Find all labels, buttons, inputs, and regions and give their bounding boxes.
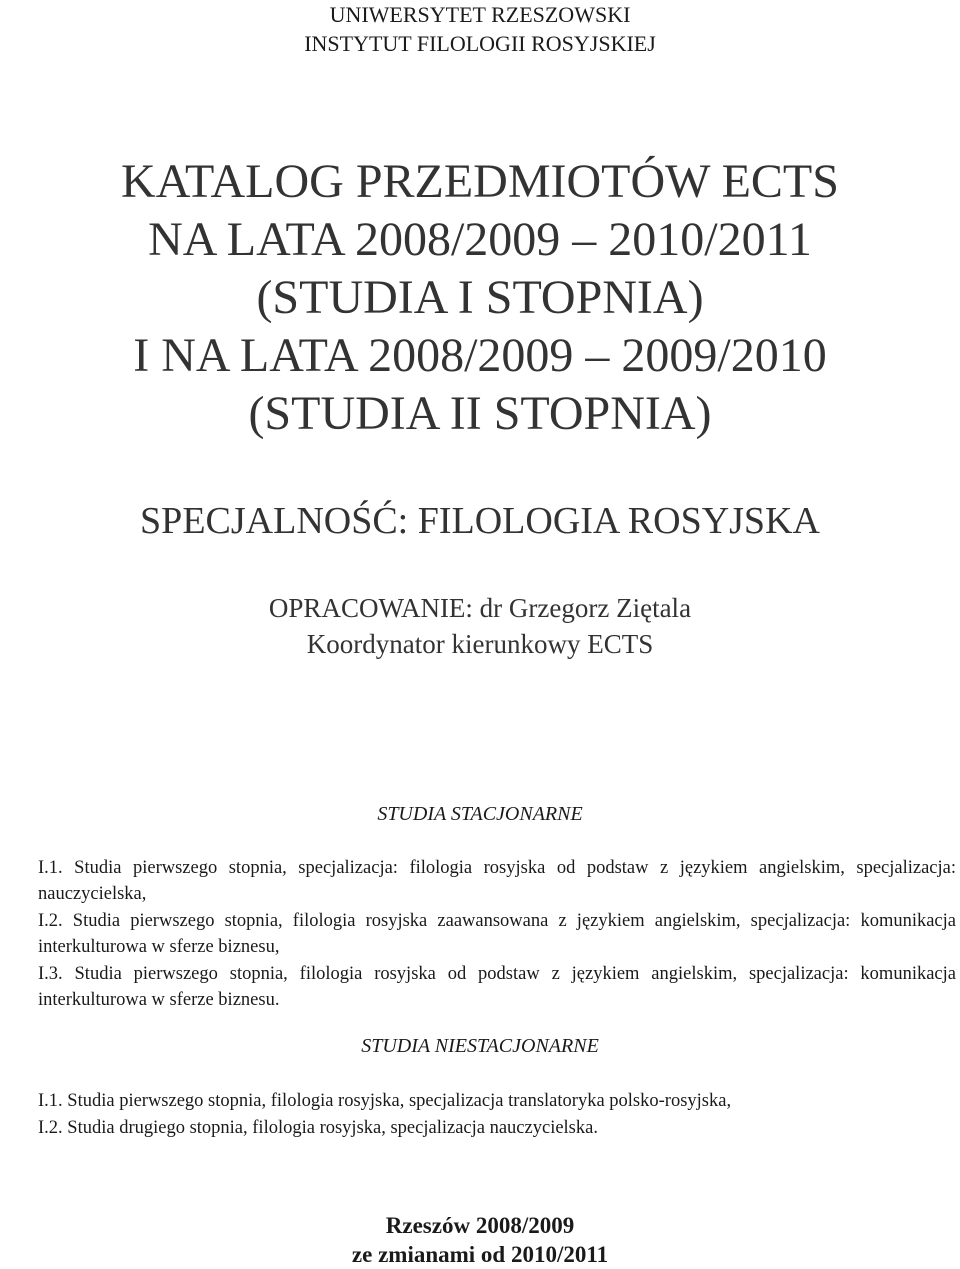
document-title xyxy=(0,153,960,443)
title-line-2: NA LATA 2008/2009 – 2010/2011 xyxy=(148,213,812,266)
university-name: UNIWERSYTET RZESZOWSKI xyxy=(329,2,631,27)
list-item: I.1. Studia pierwszego stopnia, filologia rosyjska, specjalizacja translatoryka polsko-rosyjska, xyxy=(38,1091,732,1111)
title-line-1: KATALOG PRZEDMIOTÓW ECTS xyxy=(121,155,839,208)
list-item-text: I.3. Studia pierwszego stopnia, filologia rosyjska od podstaw z językiem angielskim, specjalizacja: komunikacja interkulturowa w sferze biznesu. xyxy=(38,964,956,1010)
list-item xyxy=(4,908,956,960)
document-footer xyxy=(0,1211,960,1269)
title-line-4: I NA LATA 2008/2009 – 2009/2010 xyxy=(133,329,827,382)
section-heading-stacjonarne: STUDIA STACJONARNE xyxy=(377,803,583,825)
list-item-text: I.1. Studia pierwszego stopnia, specjalizacja: filologia rosyjska od podstaw z językiem angielskim, specjalizacja: nauczycielska, xyxy=(38,858,956,904)
list-item xyxy=(4,961,956,1013)
prepared-by: OPRACOWANIE: dr Grzegorz Ziętala xyxy=(268,593,692,623)
author-block xyxy=(0,590,960,662)
changes-note: ze zmianami od 2010/2011 xyxy=(351,1242,609,1267)
list-item-text: I.2. Studia pierwszego stopnia, filologia rosyjska zaawansowana z językiem angielskim, specjalizacja: komunikacja interkulturowa w sferze biznesu, xyxy=(38,911,956,957)
title-line-5: (STUDIA II STOPNIA) xyxy=(248,387,712,440)
list-item xyxy=(4,855,956,907)
specialty-heading: SPECJALNOŚĆ: FILOLOGIA ROSYJSKA xyxy=(140,500,820,542)
institute-name: INSTYTUT FILOLOGII ROSYJSKIEJ xyxy=(304,31,656,56)
title-line-3: (STUDIA I STOPNIA) xyxy=(256,271,704,324)
coordinator-role: Koordynator kierunkowy ECTS xyxy=(306,629,654,659)
list-item: I.2. Studia drugiego stopnia, filologia rosyjska, specjalizacja nauczycielska. xyxy=(38,1118,598,1138)
place-year: Rzeszów 2008/2009 xyxy=(385,1213,575,1238)
section-heading-niestacjonarne: STUDIA NIESTACJONARNE xyxy=(361,1035,599,1057)
document-header xyxy=(0,0,960,58)
